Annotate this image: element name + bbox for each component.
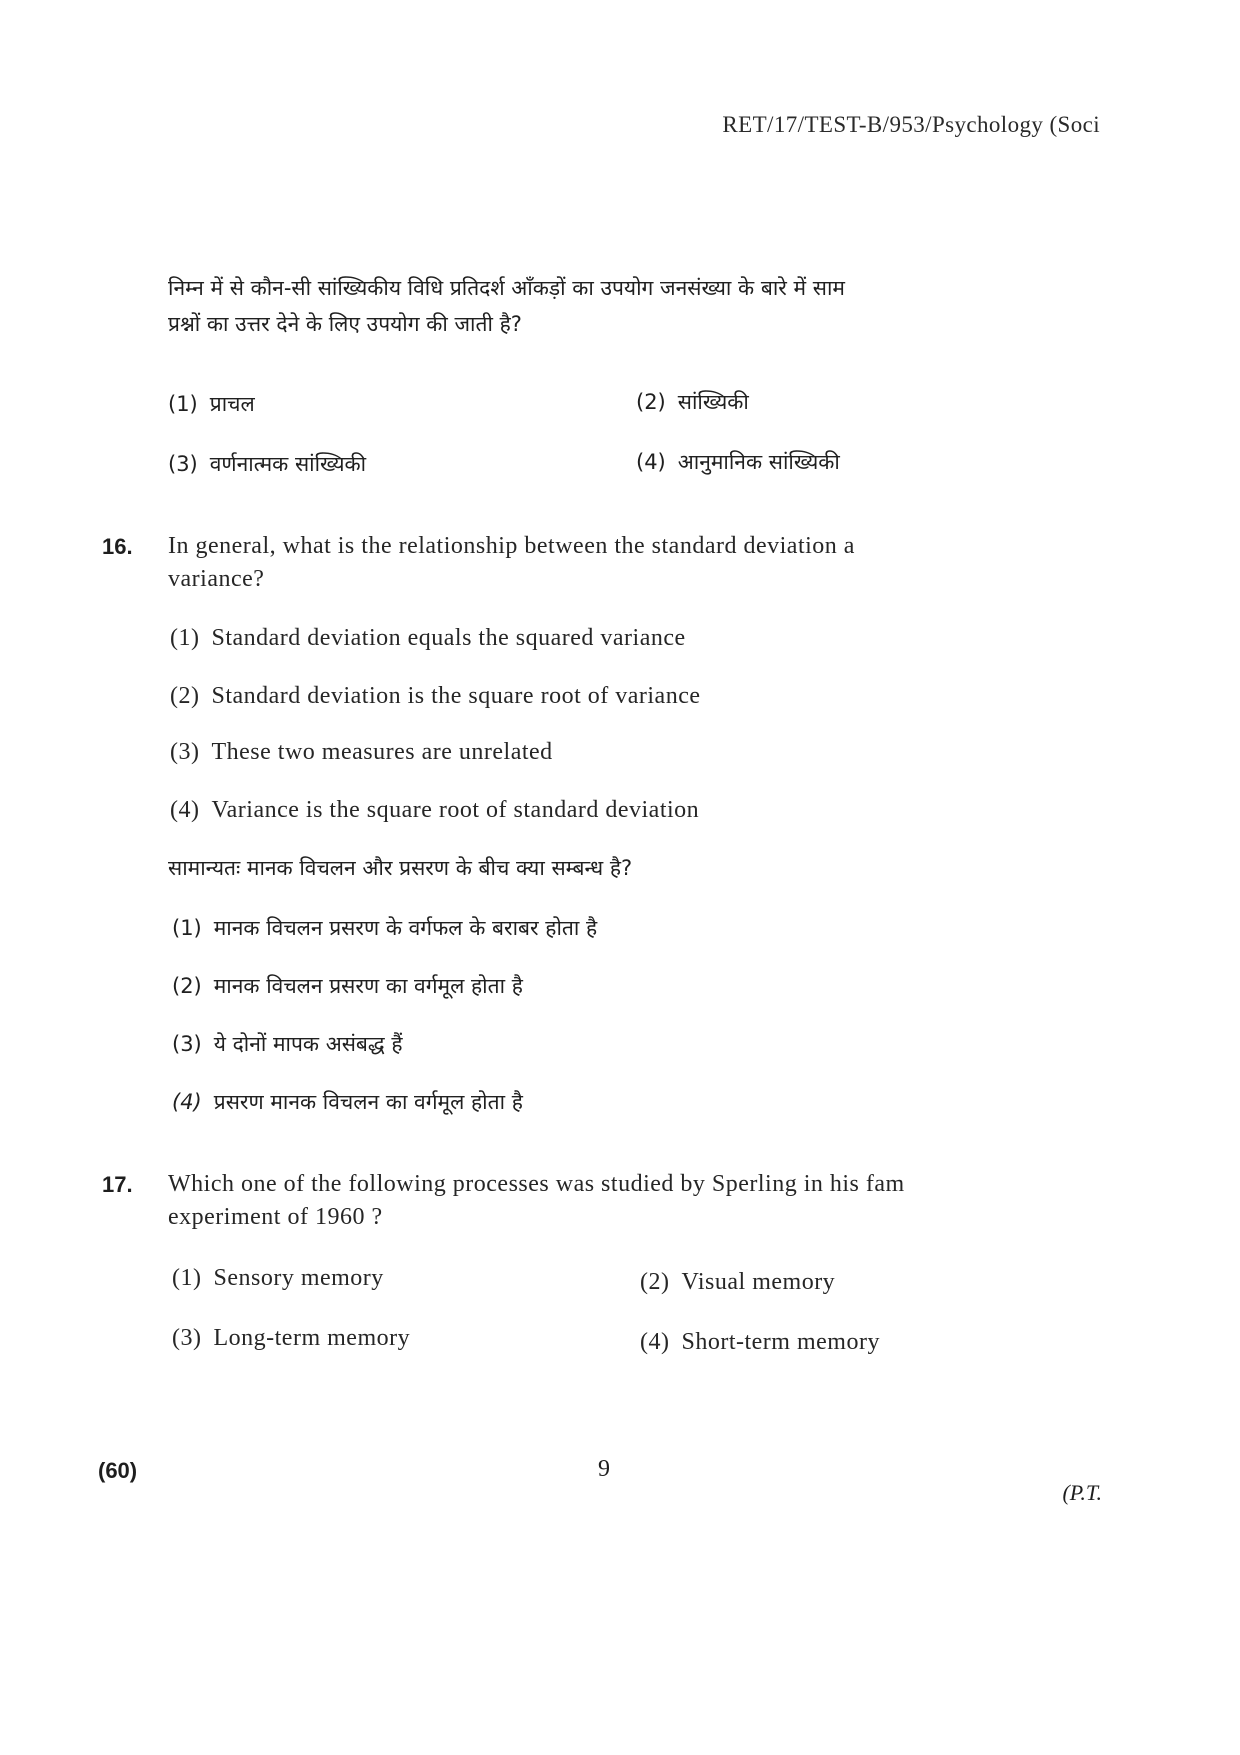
question-15-hindi-stem <box>168 270 1108 342</box>
page-header-code: RET/17/TEST-B/953/Psychology (Soci <box>722 112 1100 137</box>
option-number: (2) <box>170 683 200 709</box>
footer-paper-code: (60) <box>98 1458 138 1483</box>
option-text: These two measures are unrelated <box>211 739 553 765</box>
question-15-hindi-option-3 <box>168 446 366 482</box>
question-15-hindi-stem-line-1: निम्न में से कौन-सी सांख्यिकीय विधि प्रतिदर्श आँकड़ों का उपयोग जनसंख्या के बारे में साम <box>168 276 845 300</box>
question-16-stem-line-2: variance? <box>168 566 265 592</box>
option-text: ये दोनों मापक असंबद्ध हैं <box>213 1032 403 1056</box>
option-number: (3) <box>172 1325 202 1351</box>
question-16-hindi-stem: सामान्यतः मानक विचलन और प्रसरण के बीच क्या सम्बन्ध है? <box>168 856 633 880</box>
question-17-stem-line-1: Which one of the following processes was studied by Sperling in his fam <box>168 1171 905 1197</box>
option-text: मानक विचलन प्रसरण के वर्गफल के बराबर होता है <box>213 916 598 940</box>
option-number: (2) <box>636 390 666 414</box>
question-15-hindi-stem-line-2: प्रश्नों का उत्तर देने के लिए उपयोग की जाती है? <box>168 312 522 336</box>
option-text: आनुमानिक सांख्यिकी <box>677 450 840 474</box>
option-number: (4) <box>640 1329 670 1355</box>
option-text: Sensory memory <box>213 1265 384 1291</box>
option-number: (1) <box>172 916 202 940</box>
option-number: (1) <box>170 625 200 651</box>
option-number: (3) <box>168 452 198 476</box>
option-number: (4) <box>172 1090 202 1114</box>
question-16-hindi-option-1 <box>172 910 597 946</box>
please-turn-over-label: (P.T. <box>1062 1480 1102 1505</box>
question-17-stem <box>168 1168 1108 1234</box>
question-16-option-2 <box>170 680 701 713</box>
option-text: Short-term memory <box>681 1329 880 1355</box>
option-text: प्राचल <box>209 392 255 416</box>
option-number: (3) <box>172 1032 202 1056</box>
question-16-hindi-option-3 <box>172 1026 403 1062</box>
question-16-option-4 <box>170 794 699 827</box>
option-text: सांख्यिकी <box>677 390 749 414</box>
option-text: प्रसरण मानक विचलन का वर्गमूल होता है <box>213 1090 523 1114</box>
option-number: (4) <box>170 797 200 823</box>
option-text: Standard deviation is the square root of variance <box>211 683 701 709</box>
question-16-number: 16. <box>102 534 133 559</box>
question-16-hindi-option-4 <box>172 1084 523 1120</box>
question-16-stem-line-1: In general, what is the relationship between the standard deviation a <box>168 533 855 559</box>
question-17-option-2 <box>640 1266 835 1299</box>
option-number: (4) <box>636 450 666 474</box>
question-15-hindi-option-2 <box>636 384 749 420</box>
option-text: मानक विचलन प्रसरण का वर्गमूल होता है <box>213 974 523 998</box>
question-17-stem-line-2: experiment of 1960 ? <box>168 1204 383 1230</box>
question-16-option-1 <box>170 622 686 655</box>
question-17-option-4 <box>640 1326 880 1359</box>
option-text: Variance is the square root of standard deviation <box>211 797 700 823</box>
question-16-hindi-option-2 <box>172 968 523 1004</box>
option-text: Visual memory <box>681 1269 836 1295</box>
option-number: (2) <box>172 974 202 998</box>
option-text: Standard deviation equals the squared variance <box>211 625 686 651</box>
option-text: Long-term memory <box>213 1325 411 1351</box>
option-number: (1) <box>172 1265 202 1291</box>
option-text: वर्णनात्मक सांख्यिकी <box>209 452 367 476</box>
question-17-number: 17. <box>102 1172 133 1197</box>
page-number: 9 <box>598 1456 610 1482</box>
option-number: (1) <box>168 392 198 416</box>
option-number: (3) <box>170 739 200 765</box>
question-15-hindi-option-1 <box>168 386 255 422</box>
question-16-stem <box>168 530 1108 596</box>
question-17-option-1 <box>172 1262 384 1295</box>
question-17-option-3 <box>172 1322 410 1355</box>
question-16-option-3 <box>170 736 553 769</box>
question-15-hindi-option-4 <box>636 444 840 480</box>
option-number: (2) <box>640 1269 670 1295</box>
